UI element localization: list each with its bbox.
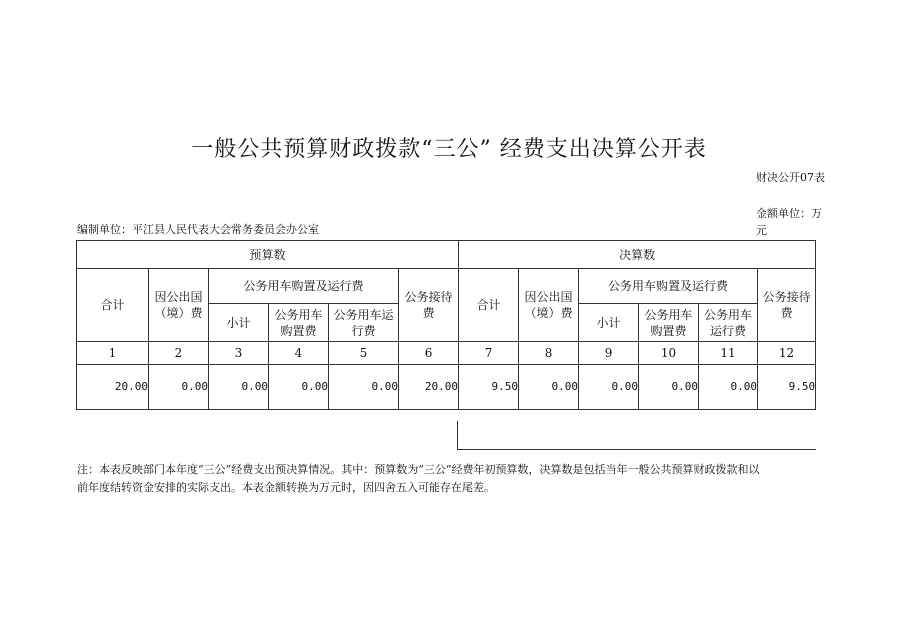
column-index: 1 [77, 342, 149, 365]
budget-vehicle-operation-value: 0.00 [329, 365, 399, 410]
group-header-row [77, 241, 816, 269]
final-purchase-header: 公务用车购置费 [639, 304, 699, 342]
budget-vehicle-subtotal-value: 0.00 [209, 365, 269, 410]
column-index: 8 [519, 342, 579, 365]
final-operation-header: 公务用车运行费 [699, 304, 758, 342]
budget-abroad-header: 因公出国（境）费 [149, 269, 209, 342]
final-abroad-value: 0.00 [519, 365, 579, 410]
table-extension-border [457, 421, 816, 450]
final-vehicle-header: 公务用车购置及运行费 [579, 269, 758, 304]
budget-total-value: 20.00 [77, 365, 149, 410]
final-vehicle-subtotal-value: 0.00 [579, 365, 639, 410]
budget-reception-header: 公务接待费 [399, 269, 459, 342]
final-reception-header: 公务接待费 [758, 269, 816, 342]
column-index-row [77, 342, 816, 365]
final-subtotal-header: 小计 [579, 304, 639, 342]
column-index: 7 [459, 342, 519, 365]
table-footnote: 注：本表反映部门本年度“三公”经费支出预决算情况。其中：预算数为“三公”经费年初预算数，决算数是包括当年一般公共预算财政拨款和以前年度结转资金安排的实际支出。本表金额转换为万元时，因四舍五入可能存在尾差。 [77, 463, 760, 494]
column-index: 2 [149, 342, 209, 365]
budget-purchase-header: 公务用车购置费 [269, 304, 329, 342]
budget-vehicle-header: 公务用车购置及运行费 [209, 269, 399, 304]
budget-subtotal-header: 小计 [209, 304, 269, 342]
final-vehicle-operation-value: 0.00 [699, 365, 758, 410]
budget-vehicle-purchase-value: 0.00 [269, 365, 329, 410]
three-public-expenses-table [76, 240, 816, 410]
document-title: 一般公共预算财政拨款“三公” 经费支出决算公开表 [191, 137, 707, 162]
column-header-row [77, 269, 816, 304]
final-group-header: 决算数 [459, 241, 816, 269]
amount-row [77, 365, 816, 410]
budget-group-header: 预算数 [77, 241, 459, 269]
column-index: 6 [399, 342, 459, 365]
column-index: 5 [329, 342, 399, 365]
amount-unit-label: 金额单位：万元 [756, 207, 822, 237]
column-index: 4 [269, 342, 329, 365]
column-index: 3 [209, 342, 269, 365]
budget-operation-header: 公务用车运行费 [329, 304, 399, 342]
final-vehicle-purchase-value: 0.00 [639, 365, 699, 410]
final-total-header: 合计 [459, 269, 519, 342]
column-index: 9 [579, 342, 639, 365]
form-code: 财决公开07表 [756, 171, 825, 184]
budget-total-header: 合计 [77, 269, 149, 342]
compiling-unit: 编制单位：平江县人民代表大会常务委员会办公室 [77, 223, 319, 236]
column-index: 12 [758, 342, 816, 365]
budget-abroad-value: 0.00 [149, 365, 209, 410]
budget-reception-value: 20.00 [399, 365, 459, 410]
final-reception-value: 9.50 [758, 365, 816, 410]
final-total-value: 9.50 [459, 365, 519, 410]
column-index: 10 [639, 342, 699, 365]
column-index: 11 [699, 342, 758, 365]
final-abroad-header: 因公出国（境）费 [519, 269, 579, 342]
